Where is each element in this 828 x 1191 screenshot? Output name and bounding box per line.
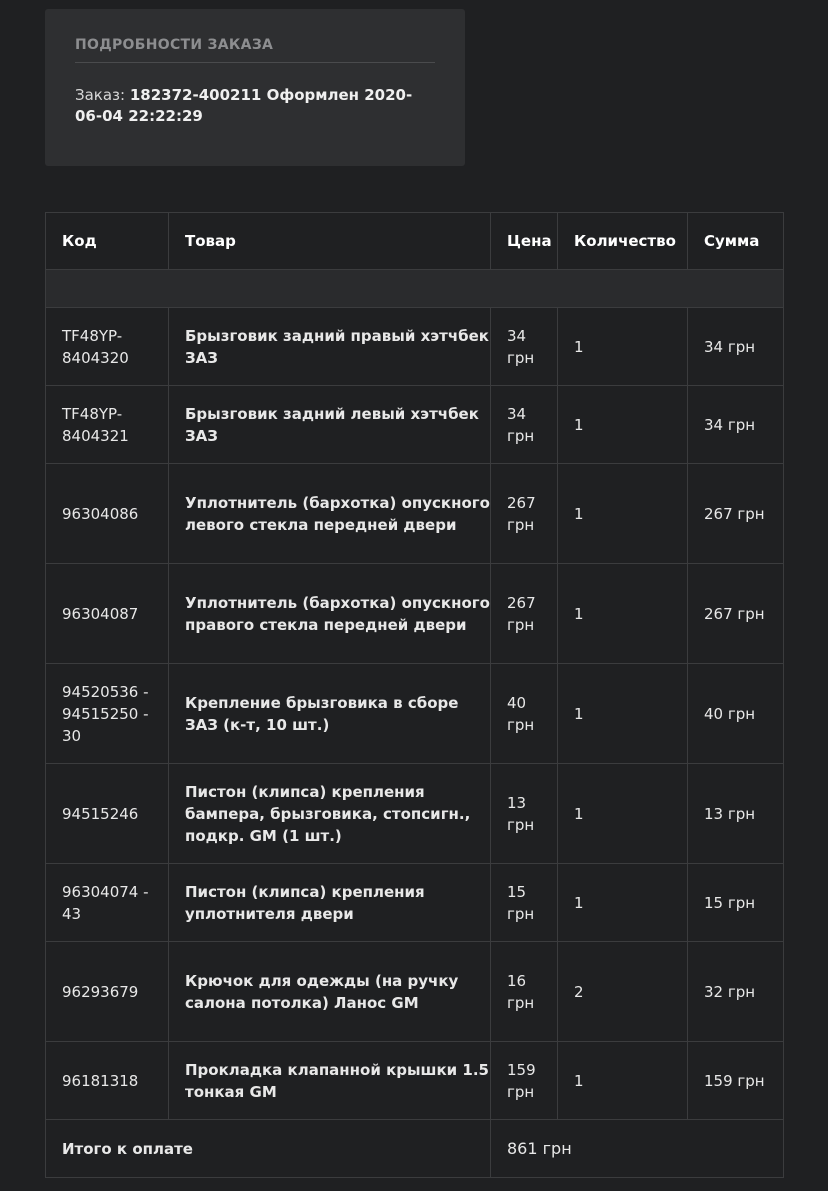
cell-quantity: 1 (558, 864, 688, 942)
cell-quantity: 1 (558, 764, 688, 864)
cell-price: 159 грн (491, 1042, 558, 1120)
order-info (75, 85, 435, 127)
header-price: Цена (491, 213, 558, 270)
cell-sum: 34 грн (688, 386, 784, 464)
cell-quantity: 1 (558, 308, 688, 386)
table-row (46, 764, 784, 864)
table-row (46, 942, 784, 1042)
cell-price: 16 грн (491, 942, 558, 1042)
order-details-card (45, 9, 465, 166)
cell-code: 96304086 (46, 464, 169, 564)
cell-quantity: 1 (558, 464, 688, 564)
order-details-title: ПОДРОБНОСТИ ЗАКАЗА (75, 37, 435, 63)
cell-product: Прокладка клапанной крышки 1.5 тонкая GM (169, 1042, 491, 1120)
total-value: 861 грн (491, 1120, 784, 1178)
cell-quantity: 1 (558, 664, 688, 764)
header-quantity: Количество (558, 213, 688, 270)
cell-sum: 34 грн (688, 308, 784, 386)
cell-quantity: 1 (558, 564, 688, 664)
cell-product: Уплотнитель (бархотка) опускного правого стекла передней двери (169, 564, 491, 664)
table-row (46, 464, 784, 564)
cell-price: 267 грн (491, 564, 558, 664)
cell-code: 96181318 (46, 1042, 169, 1120)
order-label: Заказ: (75, 86, 126, 104)
order-value: 182372-400211 Оформлен 2020-06-04 22:22:29 (75, 86, 413, 125)
cell-sum: 267 грн (688, 464, 784, 564)
table-row (46, 864, 784, 942)
cell-product: Брызговик задний правый хэтчбек ЗАЗ (169, 308, 491, 386)
cell-code: 94515246 (46, 764, 169, 864)
table-header-row (46, 213, 784, 270)
cell-sum: 32 грн (688, 942, 784, 1042)
header-sum: Сумма (688, 213, 784, 270)
cell-price: 15 грн (491, 864, 558, 942)
cell-product: Пистон (клипса) крепления уплотнителя двери (169, 864, 491, 942)
order-items-table (45, 212, 784, 1178)
total-label: Итого к оплате (46, 1120, 491, 1178)
cell-price: 34 грн (491, 386, 558, 464)
cell-product: Крючок для одежды (на ручку салона потолка) Ланос GM (169, 942, 491, 1042)
cell-code: 96304087 (46, 564, 169, 664)
cell-sum: 15 грн (688, 864, 784, 942)
cell-sum: 40 грн (688, 664, 784, 764)
cell-price: 34 грн (491, 308, 558, 386)
header-product: Товар (169, 213, 491, 270)
cell-product: Брызговик задний левый хэтчбек ЗАЗ (169, 386, 491, 464)
cell-code: 94520536 - 94515250 - 30 (46, 664, 169, 764)
table-row (46, 564, 784, 664)
table-row (46, 308, 784, 386)
cell-product: Пистон (клипса) крепления бампера, брызговика, стопсигн., подкр. GM (1 шт.) (169, 764, 491, 864)
cell-sum: 13 грн (688, 764, 784, 864)
table-row (46, 664, 784, 764)
cell-price: 267 грн (491, 464, 558, 564)
cell-price: 40 грн (491, 664, 558, 764)
table-row (46, 1042, 784, 1120)
cell-product: Крепление брызговика в сборе ЗАЗ (к-т, 10 шт.) (169, 664, 491, 764)
cell-quantity: 1 (558, 1042, 688, 1120)
cell-sum: 267 грн (688, 564, 784, 664)
cell-quantity: 2 (558, 942, 688, 1042)
cell-quantity: 1 (558, 386, 688, 464)
cell-code: TF48YP-8404320 (46, 308, 169, 386)
header-code: Код (46, 213, 169, 270)
cell-sum: 159 грн (688, 1042, 784, 1120)
table-spacer-row (46, 270, 784, 308)
total-row (46, 1120, 784, 1178)
cell-code: TF48YP-8404321 (46, 386, 169, 464)
cell-code: 96304074 - 43 (46, 864, 169, 942)
cell-price: 13 грн (491, 764, 558, 864)
cell-code: 96293679 (46, 942, 169, 1042)
table-row (46, 386, 784, 464)
cell-product: Уплотнитель (бархотка) опускного левого стекла передней двери (169, 464, 491, 564)
